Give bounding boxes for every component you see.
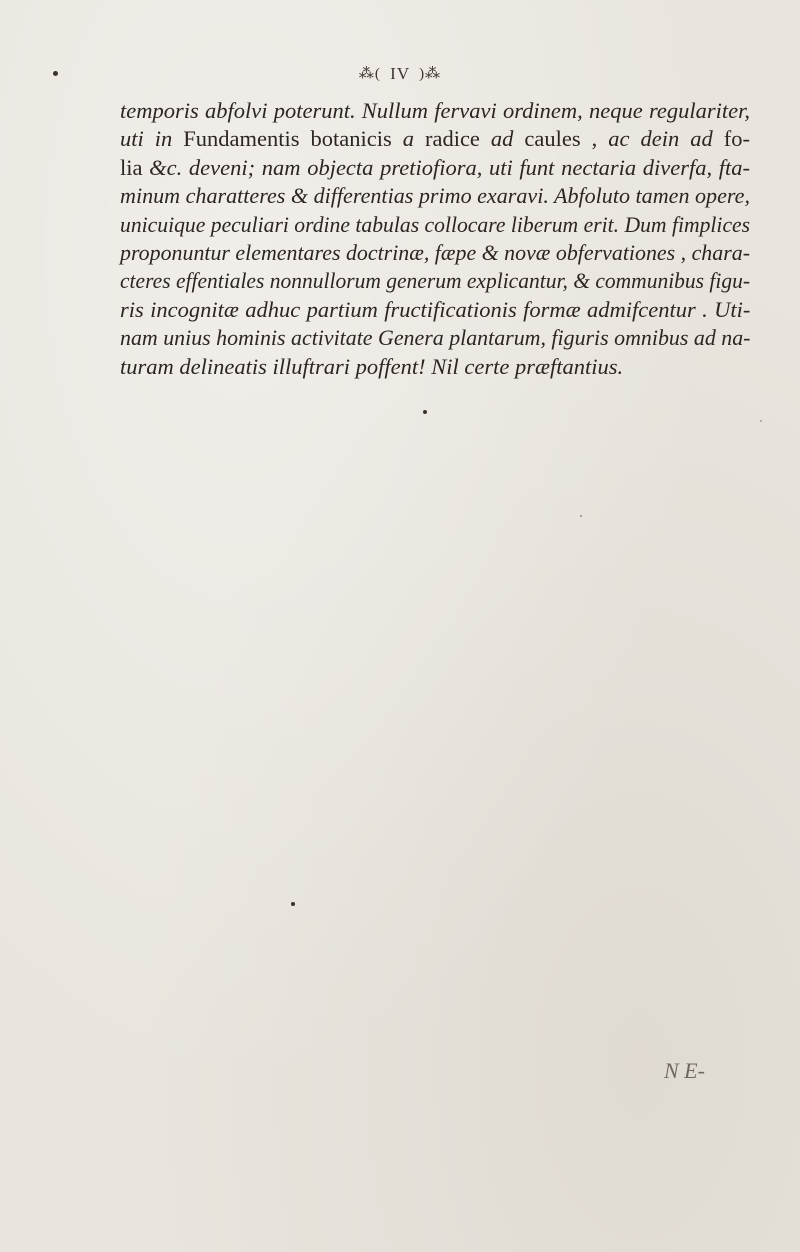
page-number: IV [390,64,410,83]
ornament-right: )⁂ [419,66,442,82]
text-segment: caules , [524,126,609,152]
page-header [0,64,800,84]
paper-speck [291,902,295,906]
catchword: N E- [664,1058,705,1083]
text-segment: fo- [723,126,750,152]
text-segment: ac dein ad [608,126,724,152]
paper-speck [53,71,58,76]
text-line [120,182,750,210]
text-line [120,296,750,324]
text-segment: a [402,126,425,152]
text-segment: cteres effentiales nonnullorum generum explicantur, & communibus figu- [120,268,751,294]
paper-speck [580,515,582,517]
text-line [120,125,750,153]
paper-speck [423,410,427,414]
text-line [120,267,750,295]
text-segment: nam unius hominis activitate Genera plantarum, figuris omnibus ad na- [120,325,751,351]
text-segment: ris incognitæ adhuc partium fructificationis formæ admifcentur . Uti- [120,296,751,322]
text-segment: lia [120,154,150,180]
text-line [120,239,750,267]
text-segment: radice [424,126,491,152]
text-segment: unicuique peculiari ordine tabulas collocare liberum erit. Dum fimplices [120,211,751,237]
text-segment: proponuntur elementares doctrinæ, fæpe & novæ obfervationes , chara- [120,240,750,266]
text-line [120,211,750,239]
paper-speck [760,420,762,422]
text-segment: Fundamentis botanicis [183,126,403,152]
text-line [120,324,750,352]
text-segment: temporis abfolvi poterunt. Nullum fervavi ordinem, neque regulariter, [120,98,750,123]
text-segment: ad [490,126,525,152]
ornament-left: ⁂( [358,66,381,82]
body-paragraph [120,97,750,381]
text-line [120,353,750,381]
text-line [120,97,750,125]
text-segment: turam delineatis illuftrari poffent! Nil certe præftantius. [120,353,624,379]
text-segment: uti in [120,126,184,152]
text-line [120,154,750,182]
text-segment: minum charatteres & differentias primo exaravi. Abfoluto tamen opere, [120,183,750,209]
text-segment: &c. deveni; nam objecta pretiofiora, uti funt nectaria diverfa, fta- [149,154,750,180]
